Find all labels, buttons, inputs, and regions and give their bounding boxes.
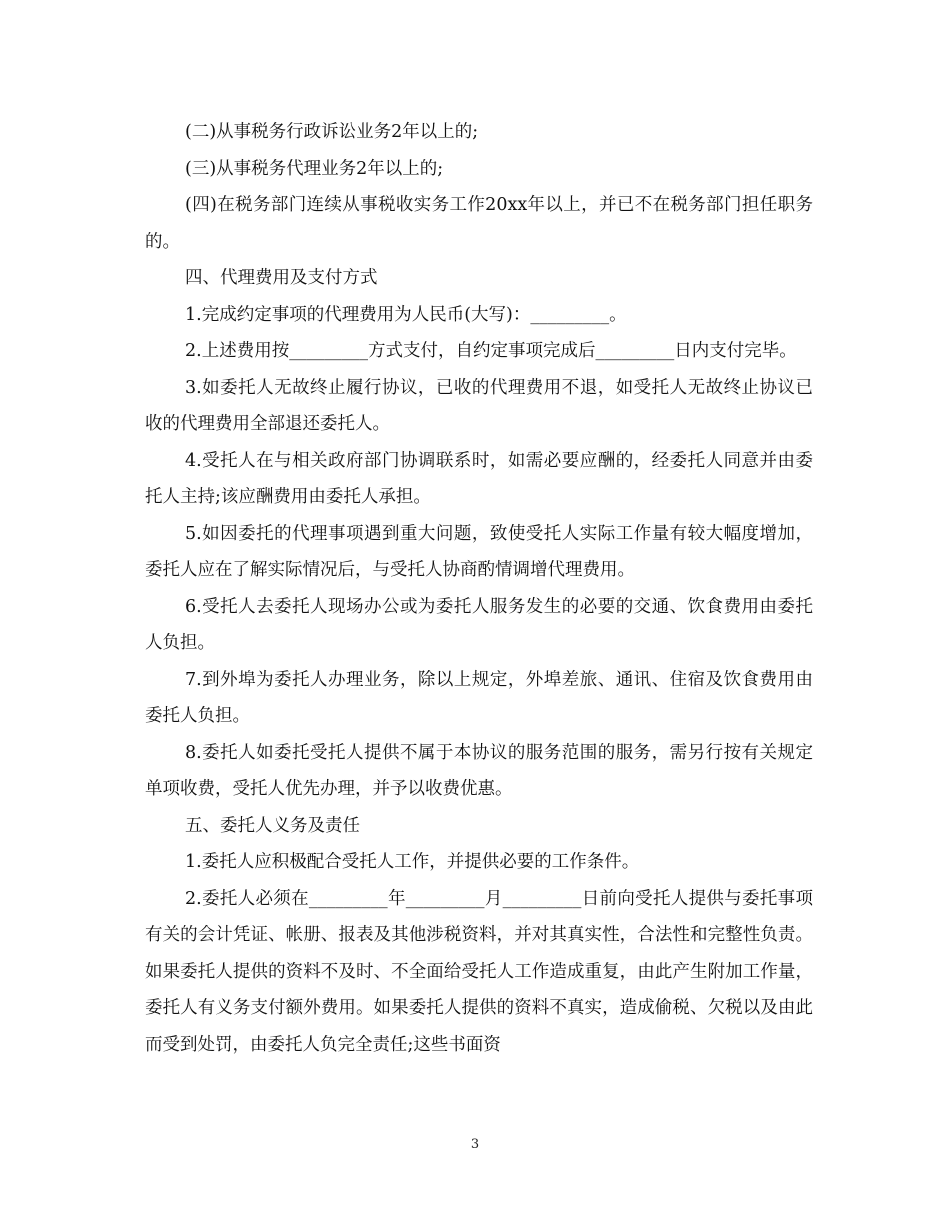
- paragraph-materials: 2.委托人必须在_________年_________月_________日前向受托人提供与委托事项有关的会计凭证、帐册、报表及其他涉税资料，并对其真实性，合法性和完整性负责。如果委托人提供的资料不及时、不全面给受托人工作造成重复，由此产生附加工作量，委托人有义务支付额外费用。如果委托人提供的资料不真实，造成偷税、欠税以及由此而受到处罚，由委托人负完全责任;这些书面资: [145, 888, 813, 1055]
- page-number: 3: [470, 1137, 480, 1152]
- section-heading-fees: 四、代理费用及支付方式: [185, 268, 378, 288]
- paragraph-onsite-costs: 6.受托人去委托人现场办公或为委托人服务发生的必要的交通、饮食费用由委托人负担。: [145, 596, 813, 653]
- paragraph-item-3-agency: (三)从事税务代理业务2年以上的;: [185, 158, 444, 179]
- paragraph-fee-amount: 1.完成约定事项的代理费用为人民币(大写)：_________。: [185, 304, 627, 325]
- paragraph-cooperation: 1.委托人应积极配合受托人工作，并提供必要的工作条件。: [185, 852, 640, 872]
- section-heading-client-duties: 五、委托人义务及责任: [185, 815, 360, 836]
- paragraph-item-2-litigation: (二)从事税务行政诉讼业务2年以上的;: [185, 122, 479, 142]
- paragraph-item-4-tax-dept: (四)在税务部门连续从事税收实务工作20xx年以上，并已不在税务部门担任职务的。: [145, 195, 813, 252]
- paragraph-fee-payment: 2.上述费用按_________方式支付，自约定事项完成后_________日内支付完毕。: [185, 341, 797, 361]
- paragraph-extra-services: 8.委托人如委托受托人提供不属于本协议的服务范围的服务，需另行按有关规定单项收费，受托人优先办理，并予以收费优惠。: [145, 742, 813, 799]
- document-body: [145, 114, 813, 1063]
- paragraph-travel-costs: 7.到外埠为委托人办理业务，除以上规定，外埠差旅、通讯、住宿及饮食费用由委托人负担。: [145, 669, 813, 726]
- paragraph-fee-increase: 5.如因委托的代理事项遇到重大问题，致使受托人实际工作量有较大幅度增加，委托人应在了解实际情况后，与受托人协商酌情调增代理费用。: [145, 523, 813, 580]
- paragraph-termination: 3.如委托人无故终止履行协议，已收的代理费用不退，如受托人无故终止协议已收的代理费用全部退还委托人。: [145, 377, 813, 434]
- paragraph-entertainment: 4.受托人在与相关政府部门协调联系时，如需必要应酬的，经委托人同意并由委托人主持;该应酬费用由委托人承担。: [145, 450, 813, 507]
